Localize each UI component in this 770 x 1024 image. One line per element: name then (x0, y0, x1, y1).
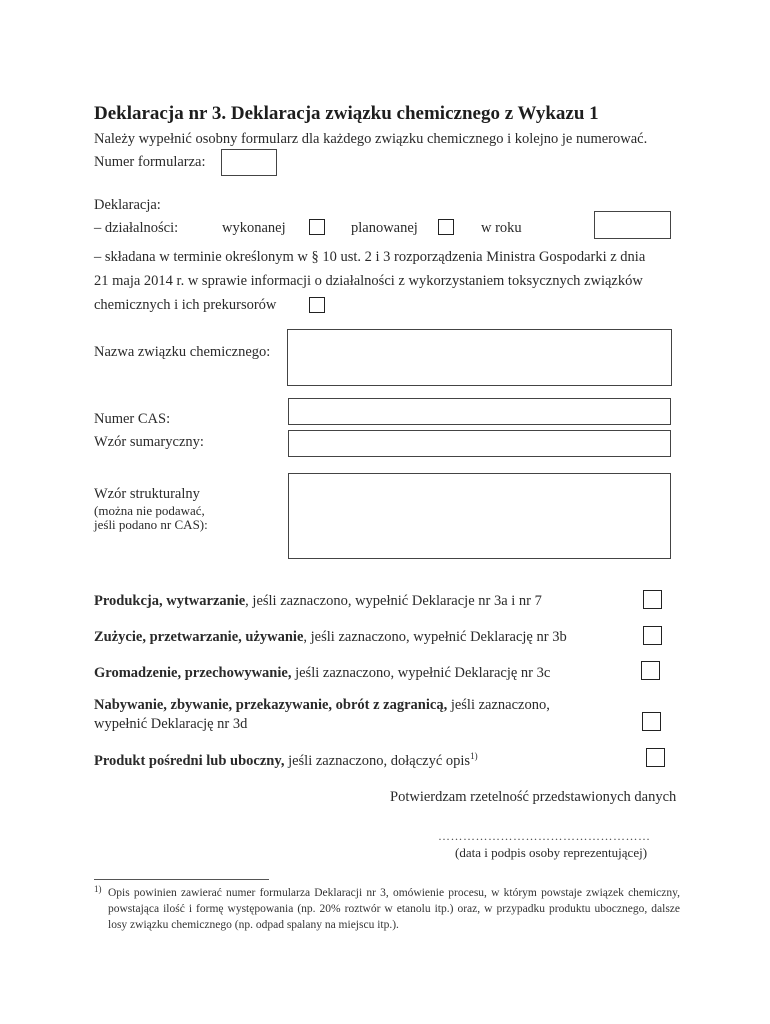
activity-byproduct: Produkt pośredni lub uboczny, jeśli zaznaczono, dołączyć opis$^{1)}$ (94, 751, 478, 769)
footnote-text: Opis powinien zawierać numer formularza Deklaracji nr 3, omówienie procesu, w którym powstaje związek chemiczny, powstająca ilość i formę występowania (np. 20% roztwór w etanolu itp.) oraz, w przypadku produktu ubocznego, dalsze losy związku chemicznego (np. odpad spalany na miejscu itp.). (108, 887, 680, 931)
page-title: Deklaracja nr 3. Deklaracja związku chemicznego z Wykazu 1 (94, 103, 599, 124)
activity-production: Produkcja, wytwarzanie, jeśli zaznaczono, wypełnić Deklaracje nr 3a i nr 7 (94, 593, 542, 609)
performed-label: wykonanej (222, 220, 286, 236)
instruction-text: Należy wypełnić osobny formularz dla każdego związku chemicznego i kolejno je numerować. (94, 131, 648, 147)
form-number-field[interactable] (221, 149, 277, 176)
structural-label: Wzór strukturalny (94, 486, 200, 502)
formula-field[interactable] (288, 430, 671, 457)
footnote-mark: 1) (94, 884, 102, 894)
production-checkbox[interactable] (643, 590, 662, 609)
structural-note-line1: (można nie podawać, (94, 503, 205, 518)
submitted-text-line3: chemicznych i ich prekursorów (94, 297, 277, 313)
signature-label: (data i podpis osoby reprezentującej) (455, 845, 648, 860)
in-year-label: w roku (481, 220, 522, 236)
footnote-divider (94, 879, 269, 880)
compound-name-label: Nazwa związku chemicznego: (94, 344, 271, 360)
form-number-label: Numer formularza: (94, 154, 206, 170)
formula-label: Wzór sumaryczny: (94, 434, 204, 450)
planned-checkbox[interactable] (438, 219, 454, 235)
performed-checkbox[interactable] (309, 219, 325, 235)
declaration-label: Deklaracja: (94, 197, 161, 213)
signature-line[interactable]: …………………………………………… (438, 829, 651, 843)
structural-formula-field[interactable] (288, 473, 671, 559)
confirm-text: Potwierdzam rzetelność przedstawionych danych (390, 789, 677, 805)
submitted-checkbox[interactable] (309, 297, 325, 313)
structural-note-line2: jeśli podano nr CAS): (94, 517, 208, 532)
submitted-text-line1: – składana w terminie określonym w § 10 ust. 2 i 3 rozporządzenia Ministra Gospodarki z dnia (94, 249, 646, 265)
trade-checkbox[interactable] (642, 712, 661, 731)
activity-trade: Nabywanie, zbywanie, przekazywanie, obrót z zagranicą, jeśli zaznaczono, (94, 697, 550, 713)
activity-consumption: Zużycie, przetwarzanie, używanie, jeśli zaznaczono, wypełnić Deklarację nr 3b (94, 629, 567, 645)
planned-label: planowanej (351, 220, 418, 236)
consumption-checkbox[interactable] (643, 626, 662, 645)
cas-label: Numer CAS: (94, 411, 171, 427)
activity-trade-line2: wypełnić Deklarację nr 3d (94, 716, 248, 732)
cas-field[interactable] (288, 398, 671, 425)
byproduct-checkbox[interactable] (646, 748, 665, 767)
activity-label: – działalności: (94, 220, 179, 236)
compound-name-field[interactable] (287, 329, 672, 386)
year-field[interactable] (594, 211, 671, 239)
storage-checkbox[interactable] (641, 661, 660, 680)
activity-storage: Gromadzenie, przechowywanie, jeśli zaznaczono, wypełnić Deklarację nr 3c (94, 665, 551, 681)
submitted-text-line2: 21 maja 2014 r. w sprawie informacji o działalności z wykorzystaniem toksycznych związków (94, 273, 643, 289)
